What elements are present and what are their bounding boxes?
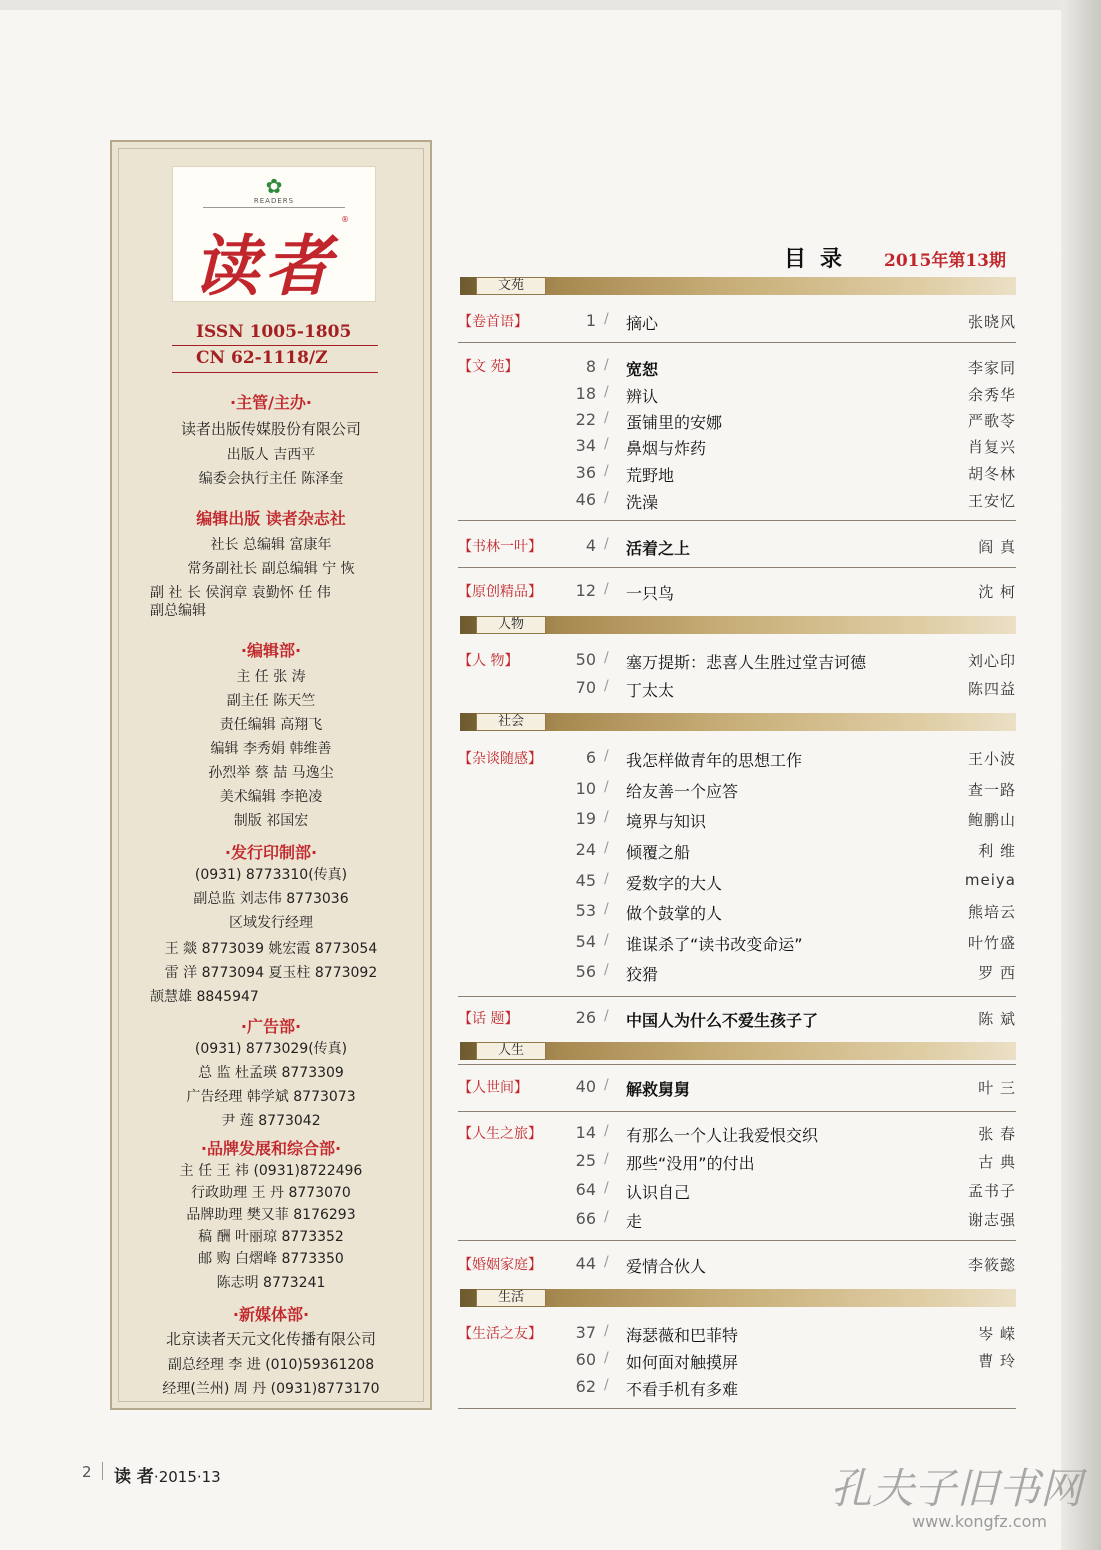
toc-category: 【人世间】	[458, 1080, 528, 1096]
entry-page: 45	[575, 871, 596, 890]
toc-entry[interactable]	[560, 779, 1016, 805]
entry-page: 25	[575, 1151, 596, 1170]
entry-slash: /	[604, 871, 609, 887]
toc-entry[interactable]	[560, 436, 1016, 462]
toc-category: 【书林一叶】	[458, 539, 542, 555]
entry-title: 中国人为什么不爱生孩子了	[626, 1011, 819, 1030]
toc-entry[interactable]	[560, 384, 1016, 410]
toc-divider	[458, 567, 1016, 568]
entry-slash: /	[604, 1254, 609, 1270]
entry-author: 罗 西	[978, 964, 1016, 982]
entry-author: 余秀华	[967, 386, 1016, 404]
entry-author: 利 维	[978, 842, 1016, 860]
entry-page: 4	[585, 536, 596, 555]
entry-title: 海瑟薇和巴菲特	[626, 1326, 739, 1345]
toc-entry[interactable]	[560, 536, 1016, 562]
entry-title: 蛋铺里的安娜	[626, 413, 723, 432]
logo-divider	[203, 207, 345, 208]
masthead-line: 责任编辑 高翔飞	[219, 717, 323, 733]
entry-slash: /	[604, 384, 609, 400]
entry-slash: /	[604, 1008, 609, 1024]
entry-title: 那些“没用”的付出	[626, 1154, 755, 1173]
masthead-line: (0931) 8773029(传真)	[194, 1041, 348, 1057]
entry-slash: /	[604, 901, 609, 917]
entry-slash: /	[604, 1151, 609, 1167]
masthead-line: 主 任 王 祎 (0931)8722496	[179, 1163, 363, 1179]
toc-divider	[458, 996, 1016, 997]
masthead-section-heading: ·品牌发展和综合部·	[200, 1139, 342, 1158]
masthead-line: 陈志明 8773241	[216, 1275, 326, 1291]
masthead-section-heading: ·广告部·	[240, 1017, 302, 1036]
entry-author: 陈四益	[967, 680, 1016, 698]
toc-category: 【卷首语】	[458, 314, 528, 330]
entry-title: 宽恕	[626, 360, 659, 379]
masthead-line: 雷 洋 8773094 夏玉柱 8773092	[164, 965, 378, 981]
entry-author: 张 春	[978, 1125, 1016, 1143]
entry-title: 洗澡	[626, 493, 659, 512]
toc-divider	[458, 342, 1016, 343]
toc-divider	[458, 1064, 1016, 1065]
masthead-line: 社长 总编辑 富康年	[210, 537, 332, 553]
entry-title: 荒野地	[626, 466, 675, 485]
masthead-section-heading: ·主管/主办·	[229, 393, 312, 412]
toc-entry[interactable]	[560, 840, 1016, 866]
entry-slash: /	[604, 357, 609, 373]
bee-icon: ✿	[265, 174, 283, 198]
entry-title: 解救舅舅	[626, 1080, 691, 1099]
entry-slash: /	[604, 650, 609, 666]
entry-author: 孟书子	[967, 1182, 1016, 1200]
issn-number: ISSN 1005-1805	[196, 322, 352, 342]
masthead-line: 编辑 李秀娟 韩维善	[210, 741, 332, 757]
masthead-line: 副 社 长 侯润章 袁勤怀 任 伟	[150, 585, 331, 601]
entry-title: 丁太太	[626, 681, 675, 700]
toc-entry[interactable]	[560, 901, 1016, 927]
entry-page: 37	[575, 1323, 596, 1342]
entry-page: 40	[575, 1077, 596, 1096]
toc-category: 【文 苑】	[458, 359, 519, 375]
entry-author: 严歌苓	[967, 412, 1016, 430]
toc-entry[interactable]	[560, 1077, 1016, 1103]
entry-page: 18	[575, 384, 596, 403]
entry-title: 有那么一个人让我爱恨交织	[626, 1126, 819, 1145]
footer-divider	[102, 1462, 103, 1480]
entry-title: 不看手机有多难	[626, 1380, 739, 1399]
toc-entry[interactable]	[560, 1151, 1016, 1177]
masthead-line: 经理(兰州) 周 丹 (0931)8773170	[162, 1381, 380, 1397]
entry-page: 14	[575, 1123, 596, 1142]
toc-category: 【原创精品】	[458, 584, 542, 600]
toc-entry[interactable]	[560, 410, 1016, 436]
entry-page: 36	[575, 463, 596, 482]
entry-title: 爱数字的大人	[626, 874, 723, 893]
entry-slash: /	[604, 581, 609, 597]
entry-page: 56	[575, 962, 596, 981]
entry-page: 10	[575, 779, 596, 798]
masthead-line: 主 任 张 涛	[236, 669, 306, 685]
registered-mark: ®	[341, 215, 349, 224]
toc-entry[interactable]	[560, 678, 1016, 704]
toc-entry[interactable]	[560, 311, 1016, 337]
masthead-line: 稿 酬 叶丽琼 8773352	[198, 1229, 344, 1245]
entry-page: 19	[575, 809, 596, 828]
toc-entry[interactable]	[560, 357, 1016, 383]
magazine-logo	[172, 166, 376, 305]
entry-slash: /	[604, 748, 609, 764]
masthead-line: 邮 购 白熠峰 8773350	[198, 1251, 344, 1267]
entry-title: 一只鸟	[626, 584, 675, 603]
masthead-line: 编委会执行主任 陈泽奎	[198, 471, 344, 487]
entry-author: 古 典	[978, 1153, 1016, 1171]
toc-divider	[458, 1408, 1016, 1409]
toc-entry[interactable]	[560, 463, 1016, 489]
toc-entry[interactable]	[560, 650, 1016, 676]
toc-entry[interactable]	[560, 932, 1016, 958]
entry-slash: /	[604, 311, 609, 327]
toc-entry[interactable]	[560, 1254, 1016, 1280]
entry-title: 鼻烟与炸药	[626, 439, 707, 458]
masthead-line: 副总经理 李 进 (010)59361208	[167, 1357, 375, 1373]
logo-subtitle: READERS	[253, 197, 295, 205]
entry-author: 胡冬林	[967, 465, 1016, 483]
entry-page: 8	[585, 357, 596, 376]
entry-author: 叶 三	[978, 1079, 1016, 1097]
masthead-line: 颉慧雄 8845947	[150, 989, 259, 1005]
entry-page: 26	[575, 1008, 596, 1027]
toc-category: 【杂谈随感】	[458, 751, 542, 767]
entry-slash: /	[604, 932, 609, 948]
footer-brand	[114, 1462, 221, 1487]
entry-title: 倾覆之船	[626, 843, 691, 862]
entry-page: 50	[575, 650, 596, 669]
entry-author: 叶竹盛	[967, 934, 1016, 952]
entry-page: 64	[575, 1180, 596, 1199]
page-right-edge	[1061, 0, 1101, 1550]
section-tab: 文苑	[476, 277, 546, 295]
masthead-line: 美术编辑 李艳凌	[219, 789, 323, 805]
masthead-section-heading: ·编辑部·	[240, 641, 302, 660]
watermark-text: 孔夫子旧书网	[830, 1464, 1083, 1513]
entry-page: 62	[575, 1377, 596, 1396]
entry-author: meiya	[964, 871, 1016, 889]
toc-entry[interactable]	[560, 748, 1016, 774]
entry-slash: /	[604, 1180, 609, 1196]
masthead-line: 副主任 陈天竺	[226, 693, 316, 709]
masthead-panel	[110, 140, 432, 1410]
masthead-section-heading: 编辑出版 读者杂志社	[196, 509, 346, 528]
entry-author: 王小波	[967, 750, 1016, 768]
entry-author: 沈 柯	[978, 583, 1016, 601]
toc-category: 【婚姻家庭】	[458, 1257, 542, 1273]
entry-slash: /	[604, 840, 609, 856]
entry-title: 做个鼓掌的人	[626, 904, 723, 923]
entry-author: 李筱懿	[967, 1256, 1016, 1274]
toc-category: 【生活之友】	[458, 1326, 542, 1342]
toc-entry[interactable]	[560, 1323, 1016, 1349]
entry-author: 王安忆	[967, 492, 1016, 510]
entry-author: 李家同	[967, 359, 1016, 377]
entry-slash: /	[604, 463, 609, 479]
entry-page: 12	[575, 581, 596, 600]
entry-slash: /	[604, 779, 609, 795]
entry-slash: /	[604, 536, 609, 552]
masthead-section-heading: ·新媒体部·	[232, 1305, 310, 1324]
entry-slash: /	[604, 1077, 609, 1093]
toc-divider	[458, 1240, 1016, 1241]
entry-title: 摘心	[626, 314, 659, 333]
toc-entry[interactable]	[560, 1180, 1016, 1206]
entry-title: 如何面对触摸屏	[626, 1353, 739, 1372]
entry-slash: /	[604, 962, 609, 978]
entry-page: 22	[575, 410, 596, 429]
cn-number: CN 62-1118/Z	[196, 348, 328, 368]
entry-title: 境界与知识	[626, 812, 707, 831]
entry-slash: /	[604, 410, 609, 426]
masthead-line: 出版人 吉西平	[226, 447, 316, 463]
entry-title: 我怎样做青年的思想工作	[626, 751, 803, 770]
entry-page: 60	[575, 1350, 596, 1369]
entry-title: 塞万提斯：悲喜人生胜过堂吉诃德	[626, 653, 867, 672]
entry-title: 认识自己	[626, 1183, 691, 1202]
page-number: 2	[82, 1463, 92, 1481]
entry-page: 53	[575, 901, 596, 920]
entry-slash: /	[604, 1377, 609, 1393]
masthead-line: 读者出版传媒股份有限公司	[180, 420, 361, 438]
footer-issue: ·2015·13	[153, 1468, 221, 1486]
page-top-edge	[0, 0, 1101, 10]
toc-entry[interactable]	[560, 1123, 1016, 1149]
entry-author: 陈 斌	[978, 1010, 1016, 1028]
masthead-line: 行政助理 王 丹 8773070	[191, 1185, 351, 1201]
entry-title: 谁谋杀了“读书改变命运”	[626, 935, 803, 954]
toc-entry[interactable]	[560, 1209, 1016, 1235]
toc-category: 【话 题】	[458, 1011, 519, 1027]
entry-author: 查一路	[967, 781, 1016, 799]
masthead-line: 尹 莲 8773042	[221, 1113, 321, 1129]
masthead-line: 总 监 杜孟瑛 8773309	[198, 1065, 344, 1081]
entry-page: 70	[575, 678, 596, 697]
entry-title: 给友善一个应答	[626, 782, 739, 801]
entry-page: 44	[575, 1254, 596, 1273]
logo-title: 读者	[193, 227, 337, 305]
entry-author: 刘心印	[967, 652, 1016, 670]
entry-page: 24	[575, 840, 596, 859]
entry-title: 狡猾	[626, 965, 659, 984]
masthead-line: 副总编辑	[150, 603, 206, 619]
section-tab: 人物	[476, 616, 546, 634]
toc-entry[interactable]	[560, 809, 1016, 835]
toc-divider	[458, 1111, 1016, 1112]
masthead-line: 区域发行经理	[229, 915, 313, 931]
masthead-line: 常务副社长 副总编辑 宁 恢	[187, 561, 355, 577]
masthead-line: 品牌助理 樊又菲 8176293	[186, 1207, 356, 1223]
entry-author: 阎 真	[978, 538, 1016, 556]
entry-page: 6	[585, 748, 596, 767]
entry-author: 谢志强	[967, 1211, 1016, 1229]
toc-entry[interactable]	[560, 1350, 1016, 1376]
masthead-line: 制版 祁国宏	[233, 813, 309, 829]
masthead-line: 广告经理 韩学斌 8773073	[186, 1089, 356, 1105]
entry-slash: /	[604, 1123, 609, 1139]
entry-page: 66	[575, 1209, 596, 1228]
toc-entry[interactable]	[560, 581, 1016, 607]
toc-issue: 2015年第13期	[884, 251, 1006, 271]
entry-slash: /	[604, 1350, 609, 1366]
entry-page: 54	[575, 932, 596, 951]
toc-divider	[458, 520, 1016, 521]
entry-slash: /	[604, 809, 609, 825]
entry-slash: /	[604, 1209, 609, 1225]
entry-slash: /	[604, 436, 609, 452]
entry-author: 肖复兴	[967, 438, 1016, 456]
cn-divider	[172, 372, 378, 373]
section-tab: 生活	[476, 1289, 546, 1307]
watermark-url: www.kongfz.com	[912, 1512, 1047, 1531]
toc-entry[interactable]	[560, 1008, 1016, 1034]
toc-category: 【人生之旅】	[458, 1126, 542, 1142]
toc-entry[interactable]	[560, 490, 1016, 516]
masthead-line: 副总监 刘志伟 8773036	[193, 891, 349, 907]
section-tab: 社会	[476, 713, 546, 731]
entry-title: 走	[626, 1212, 643, 1231]
entry-slash: /	[604, 678, 609, 694]
section-tab: 人生	[476, 1042, 546, 1060]
entry-page: 46	[575, 490, 596, 509]
toc-entry[interactable]	[560, 962, 1016, 988]
entry-author: 岑 嵘	[978, 1325, 1016, 1343]
entry-author: 张晓风	[967, 313, 1016, 331]
entry-slash: /	[604, 1323, 609, 1339]
issn-divider	[172, 345, 378, 346]
toc-title: 目录	[784, 246, 857, 272]
masthead-line: 王 燚 8773039 姚宏霞 8773054	[164, 941, 378, 957]
toc-entry[interactable]	[560, 1377, 1016, 1403]
footer-brand-name: 读 者	[114, 1467, 154, 1487]
masthead-section-heading: ·发行印制部·	[224, 843, 318, 862]
masthead-line: (0931) 8773310(传真)	[194, 867, 348, 883]
entry-author: 鲍鹏山	[967, 811, 1016, 829]
toc-category: 【人 物】	[458, 653, 519, 669]
entry-title: 活着之上	[626, 539, 691, 558]
masthead-line: 北京读者天元文化传播有限公司	[165, 1330, 376, 1348]
entry-page: 1	[585, 311, 596, 330]
masthead-line: 孙烈举 蔡 喆 马逸尘	[208, 765, 334, 781]
entry-slash: /	[604, 490, 609, 506]
entry-author: 熊培云	[967, 903, 1016, 921]
toc-entry[interactable]	[560, 871, 1016, 897]
entry-title: 爱情合伙人	[626, 1257, 707, 1276]
entry-page: 34	[575, 436, 596, 455]
entry-author: 曹 玲	[978, 1352, 1016, 1370]
entry-title: 辨认	[626, 387, 659, 406]
